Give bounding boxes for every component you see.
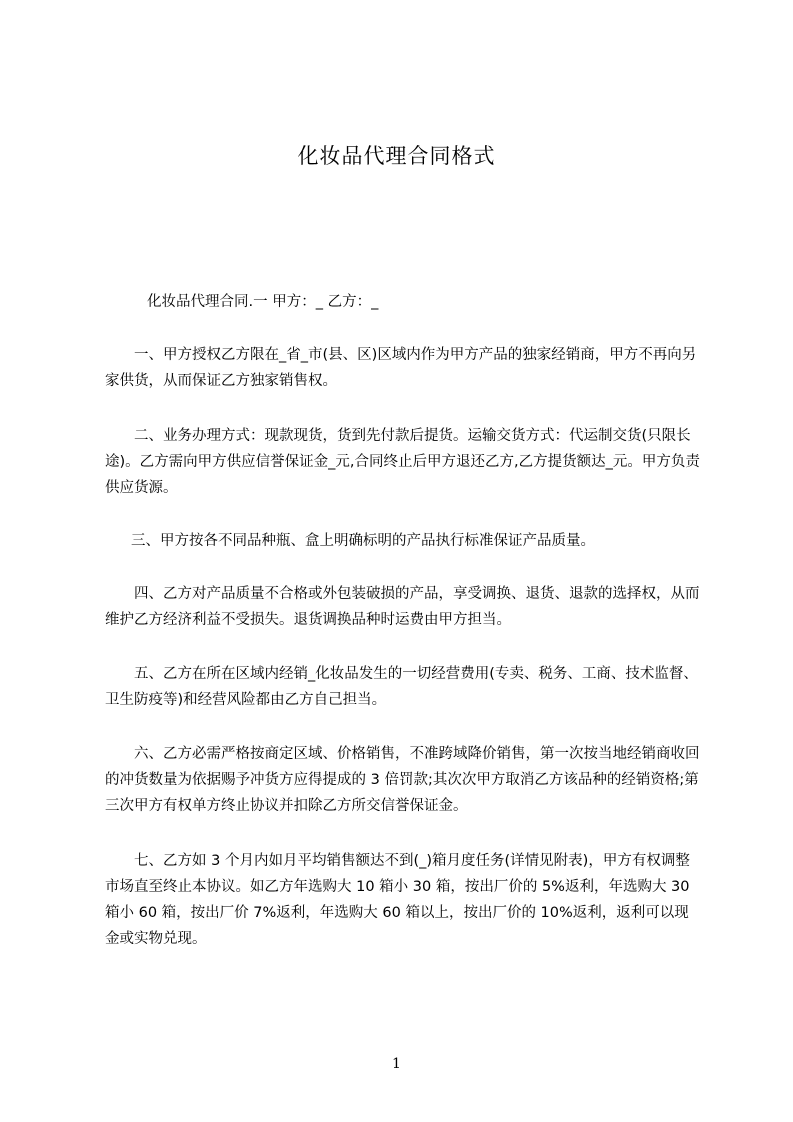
clause-2: 二、业务办理方式：现款现货，货到先付款后提货。运输交货方式：代运制交货(只限长途)。乙方需向甲方供应信誉保证金_元,合同终止后甲方退还乙方,乙方提货额达_元。甲方负责供应货源。 <box>105 428 700 496</box>
clause-6: 六、乙方必需严格按商定区域、价格销售，不准跨域降价销售，第一次按当地经销商收回的冲货数量为依据赐予冲货方应得提成的 3 倍罚款;其次次甲方取消乙方该品种的经销资格;第三次甲方有权单方终止协议并扣除乙方所交信誉保证金。 <box>105 746 700 814</box>
clause-7: 七、乙方如 3 个月内如月平均销售额达不到(_)箱月度任务(详情见附表)，甲方有权调整市场直至终止本协议。如乙方年选购大 10 箱小 30 箱，按出厂价的 5%返利，年选购大 30 箱小 60 箱，按出厂价 7%返利，年选购大 60 箱以上，按出厂价的 10%返利，返利可以现金或实物兑现。 <box>105 853 690 947</box>
clause-4: 四、乙方对产品质量不合格或外包装破损的产品，享受调换、退货、退款的选择权，从而维护乙方经济利益不受损失。退货调换品种时运费由甲方担当。 <box>105 586 700 628</box>
clause-1: 一、甲方授权乙方限在_省_市(县、区)区域内作为甲方产品的独家经销商，甲方不再向另家供货，从而保证乙方独家销售权。 <box>105 347 697 389</box>
contract-intro: 化妆品代理合同.一 甲方：_ 乙方：_ <box>147 294 379 310</box>
clause-3: 三、甲方按各不同品种瓶、盒上明确标明的产品执行标准保证产品质量。 <box>131 533 595 549</box>
clause-5: 五、乙方在所在区域内经销_化妆品发生的一切经营费用(专卖、税务、工商、技术监督、卫生防疫等)和经营风险都由乙方自己担当。 <box>105 666 698 708</box>
document-title: 化妆品代理合同格式 <box>297 144 496 168</box>
page-number: 1 <box>392 1056 401 1072</box>
